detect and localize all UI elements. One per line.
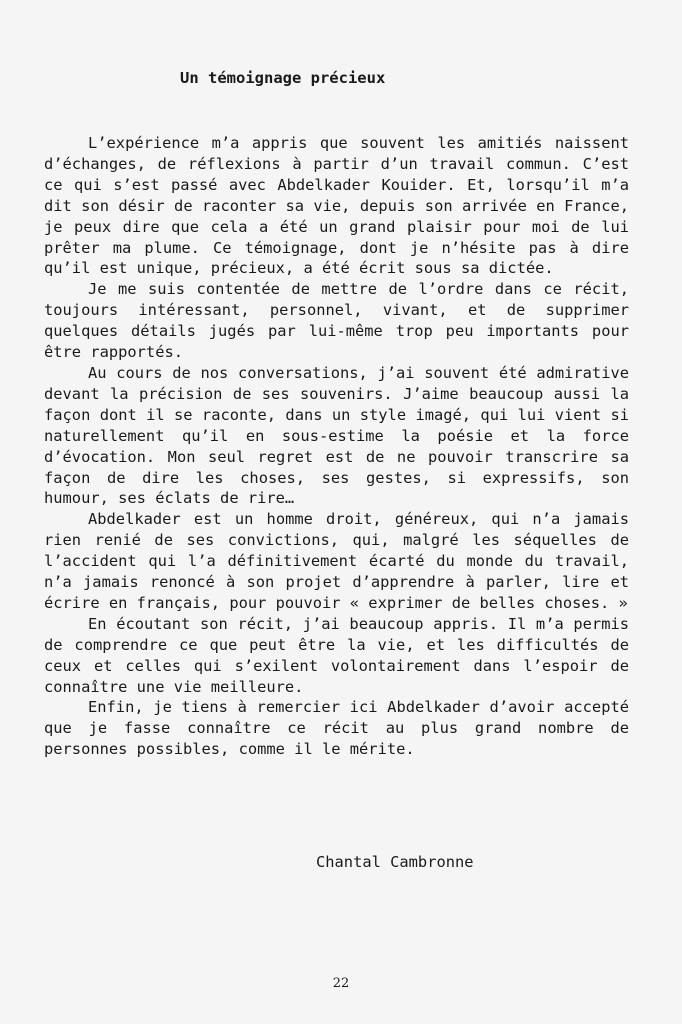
paragraph: Abdelkader est un homme droit, généreux, qui n’a jamais rien renié de ses convictions, qui, malgré les séquelles de l’accident qui l’a définitivement écarté du monde du travail, n’a jamais renoncé à son projet d’apprendre à parler, lire et écrire en français, pour pouvoir « exprimer de belles choses. »: [44, 510, 629, 612]
paragraph: Enfin, je tiens à remercier ici Abdelkader d’avoir accepté que je fasse connaître ce récit au plus grand nombre de personnes possibles, comme il le mérite.: [44, 698, 629, 759]
page-number: 22: [332, 976, 350, 991]
paragraph: L’expérience m’a appris que souvent les amitiés naissent d’échanges, de réflexions à partir d’un travail commun. C’est ce qui s’est passé avec Abdelkader Kouider. Et, lorsqu’il m’a dit son désir de raconter sa vie, depuis son arrivée en France, je peux dire que cela a été un grand plaisir pour moi de lui prêter ma plume. Ce témoignage, dont je n’hésite pas à dire qu’il est unique, précieux, a été écrit sous sa dictée.: [44, 134, 629, 278]
author-signature: Chantal Cambronne: [316, 853, 474, 871]
page-title: Un témoignage précieux: [180, 69, 386, 87]
paragraph: En écoutant son récit, j’ai beaucoup appris. Il m’a permis de comprendre ce que peut être la vie, et les difficultés de ceux et celles qui s’exilent volontairement dans l’espoir de connaître une vie meilleure.: [44, 614, 629, 696]
body-text: [44, 133, 629, 760]
paragraph: Au cours de nos conversations, j’ai souvent été admirative devant la précision de ses souvenirs. J’aime beaucoup aussi la façon dont il se raconte, dans un style imagé, qui lui vient si naturellement qu’il en sous-estime la poésie et la force d’évocation. Mon seul regret est de ne pouvoir transcrire sa façon de dire les choses, ses gestes, si expressifs, son humour, ses éclats de rire…: [44, 363, 629, 508]
paragraph: Je me suis contentée de mettre de l’ordre dans ce récit, toujours intéressant, personnel, vivant, et de supprimer quelques détails jugés par lui-même trop peu importants pour être rapportés.: [44, 280, 629, 362]
